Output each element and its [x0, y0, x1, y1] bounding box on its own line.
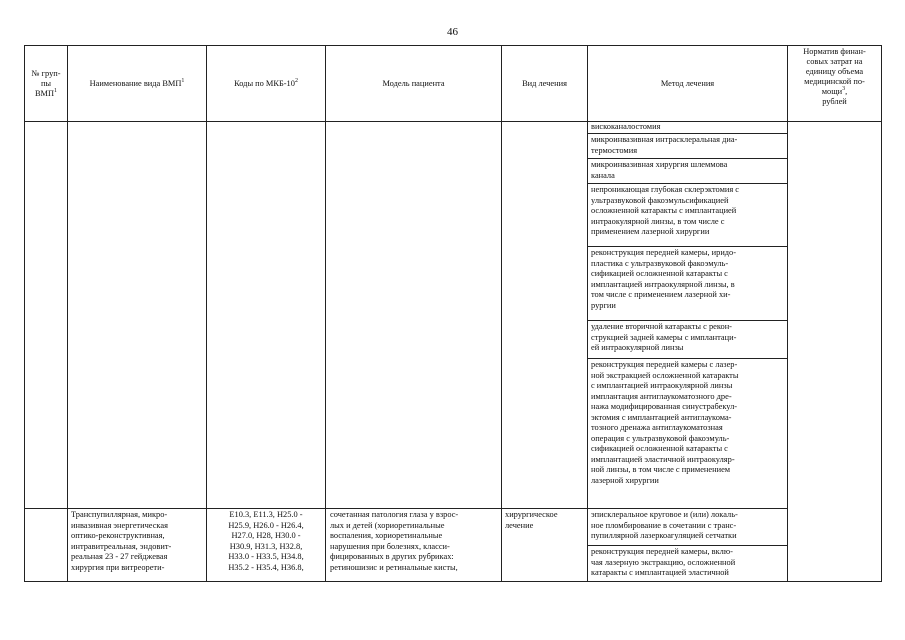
- col-line: [787, 45, 788, 582]
- text-line: Транспупиллярная, микро-: [71, 510, 168, 519]
- text-line: фицированных в других рубриках:: [330, 552, 454, 561]
- text-line: струкцией задней камеры с имплантаци-: [591, 332, 737, 342]
- method-item: [591, 322, 786, 354]
- col-line: [206, 45, 207, 582]
- text-line: реконструкция передней камеры, иридо-: [591, 248, 737, 257]
- text-line: H30.9, H31.3, H32.8,: [229, 541, 303, 551]
- method-item: [591, 160, 786, 181]
- text-line: том числе с применением лазерной хи-: [591, 290, 731, 299]
- text-line: катаракты с имплантацией эластичной: [591, 568, 729, 577]
- col-line: [67, 45, 68, 582]
- text-line: реальная 23 - 27 гейджевая: [71, 552, 168, 561]
- text-line: воспаления, хориоретинальные: [330, 531, 443, 540]
- text-line: H27.0, H28, H30.0 -: [231, 531, 301, 540]
- text-line: сификацией осложненной катаракты с: [591, 269, 728, 278]
- method-separator: [587, 320, 787, 321]
- row2-treatment-type: [505, 510, 586, 531]
- text-line: имплантацией интраокулярной линзы, в: [591, 279, 735, 289]
- text-line: с имплантацией интраокулярной линзы: [591, 381, 733, 390]
- text-line: чая лазерную экстракцию, осложненной: [591, 557, 736, 567]
- row2-vmp-name: [71, 510, 205, 573]
- row2-icd-codes: [207, 510, 325, 573]
- method-separator: [587, 133, 787, 134]
- text-line: ное пломбирование в сочетании с транс-: [591, 520, 737, 530]
- method-item: [591, 248, 786, 311]
- text-line: оптико-реконструктивная,: [71, 531, 165, 540]
- text-line: инвазивная энергетическая: [71, 520, 168, 530]
- text-line: H25.9, H26.0 - H26.4,: [228, 520, 304, 530]
- method-separator: [587, 358, 787, 359]
- method-item: [591, 185, 786, 238]
- header-icd-codes: Коды по МКБ-$10^2$: [234, 77, 298, 88]
- col-line: [325, 45, 326, 582]
- header-patient-model: Модель пациента: [382, 78, 445, 88]
- text-line: рургии: [591, 300, 616, 310]
- text-line: реконструкция передней камеры с лазер-: [591, 360, 738, 369]
- header-treatment-method: Метод лечения: [660, 78, 715, 88]
- text-line: интравитреальная, эндовит-: [71, 541, 172, 551]
- text-line: применением лазерной хирургии: [591, 227, 710, 236]
- text-line: лечение: [505, 520, 534, 530]
- text-line: H35.2 - H35.4, H36.8,: [228, 562, 304, 572]
- text-line: ей интраокулярной линзы: [591, 343, 684, 352]
- text-line: операция с ультразвуковой факоэмуль-: [591, 433, 730, 443]
- text-line: ультразвуковой факоэмульсификацией: [591, 195, 729, 205]
- text-line: термостомия: [591, 145, 638, 155]
- row-separator: [24, 508, 787, 509]
- col-line: [587, 45, 588, 582]
- text-line: канала: [591, 170, 615, 180]
- method-separator: [587, 158, 787, 159]
- page-number: 46: [447, 26, 458, 38]
- text-line: ретиношизис и ретинальные кисты,: [330, 562, 458, 572]
- text-line: эписклеральное круговое и (или) локаль-: [591, 510, 738, 519]
- text-line: сификацией осложненной катаракты с: [591, 444, 728, 453]
- table-bottom-border: [24, 581, 881, 582]
- col-line: [881, 45, 882, 582]
- header-treatment-type: Вид лечения: [522, 78, 567, 88]
- method-separator: [587, 183, 787, 184]
- text-line: ной линзы, в том числе с применением: [591, 465, 731, 474]
- method-item: [591, 547, 786, 579]
- col-line: [501, 45, 502, 582]
- text-line: пупиллярной лазеркоагуляцией сетчатки: [591, 531, 737, 540]
- text-line: нажа модифицированная синустрабекул-: [591, 402, 738, 411]
- method-item: [591, 360, 786, 486]
- text-line: удаление вторичной катаракты с рекон-: [591, 322, 732, 331]
- method-item: [591, 135, 786, 156]
- text-line: нарушения при болезнях, класси-: [330, 541, 450, 551]
- text-line: H33.0 - H33.5, H34.8,: [228, 552, 304, 561]
- text-line: хирургия при витреорети-: [71, 562, 165, 572]
- text-line: сочетанная патология глаза у взрос-: [330, 510, 459, 519]
- text-line: реконструкция передней камеры, вклю-: [591, 547, 733, 556]
- text-line: осложненной катаракты с имплантацией: [591, 206, 737, 215]
- row2-patient-model: [330, 510, 500, 573]
- header-vmp-name: Наименование вида ВМП$^1$: [89, 77, 185, 88]
- text-line: лых и детей (хориоретинальные: [330, 520, 445, 530]
- text-line: непроникающая глубокая склерэктомия с: [591, 185, 740, 194]
- text-line: хирургическое: [505, 510, 558, 519]
- text-line: микроинвазивная хирургия шлеммова: [591, 160, 728, 169]
- text-line: ной экстракцией осложненной катаракты: [591, 370, 739, 380]
- text-line: микроинвазивная интрасклеральная диа-: [591, 135, 738, 144]
- col-line: [24, 45, 25, 582]
- text-line: пластика с ультразвуковой факоэмуль-: [591, 258, 729, 268]
- text-line: эктомия с имплантацией антиглаукома-: [591, 412, 732, 422]
- text-line: имплантацией эластичной интраокуляр-: [591, 454, 735, 464]
- text-line: имплантация антиглаукоматозного дре-: [591, 391, 732, 401]
- header-group: № груп- пы ВМП$^1$: [31, 68, 61, 98]
- method-item: [591, 510, 786, 542]
- method-separator: [587, 545, 787, 546]
- text-line: лазерной хирургии: [591, 475, 659, 485]
- text-line: интраокулярной линзы, в том числе с: [591, 216, 725, 226]
- method-separator: [587, 246, 787, 247]
- text-line: E10.3, E11.3, H25.0 -: [229, 510, 303, 519]
- method-item: [591, 122, 786, 133]
- header-financial-norm: Норматив финан- совых затрат на единицу объема медицинской по- мощи$^3$, рублей: [803, 47, 866, 106]
- text-line: вискоканалостомия: [591, 122, 661, 131]
- text-line: тозного дренажа антиглаукоматозная: [591, 423, 723, 432]
